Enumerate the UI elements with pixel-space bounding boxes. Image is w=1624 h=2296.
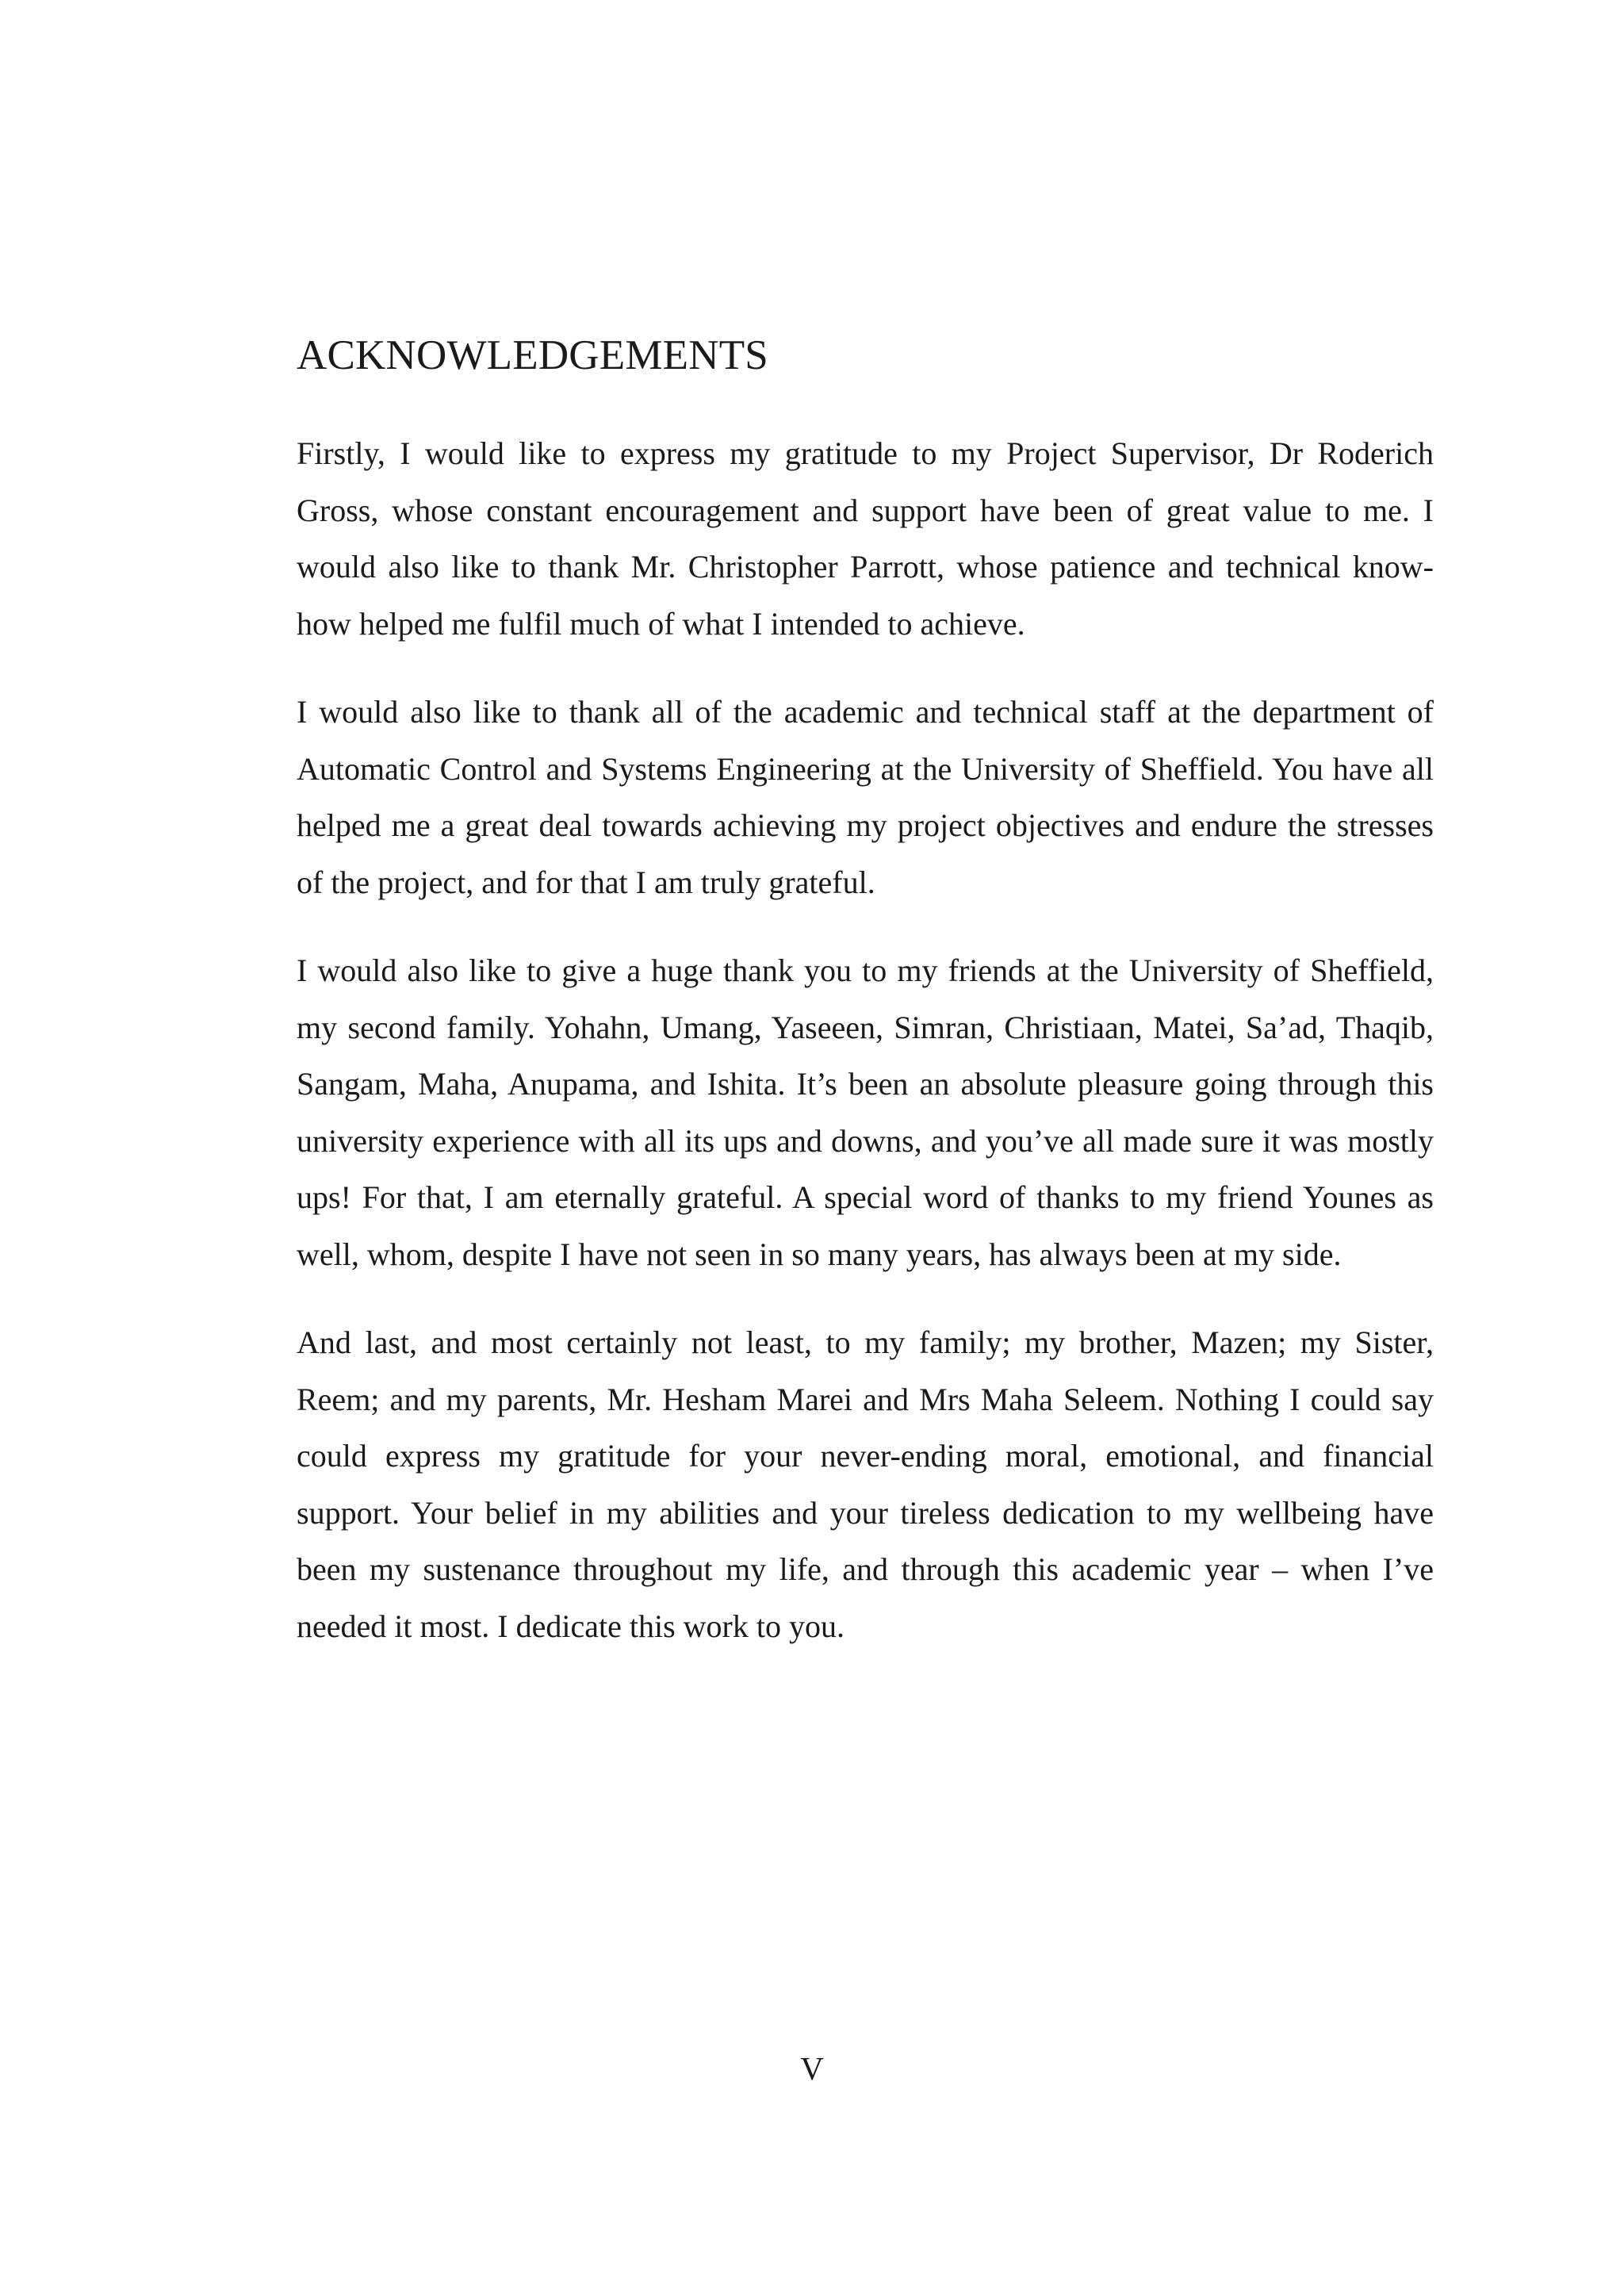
paragraph-friends: I would also like to give a huge thank you to my friends at the University of Sheffield, my second family. Yohahn, Umang, Yaseeen, Simran, Christiaan, Matei, Sa’ad, Thaqib, Sangam, Maha, Anupama, and Ishita. It’s been an absolute pleasure going through this university experience with all its ups and downs, and you’ve all made sure it was mostly ups! For that, I am eternally grateful. A special word of thanks to my friend Younes as well, whom, despite I have not seen in so many years, has always been at my side.	[297, 953, 1434, 1272]
paragraph-family: And last, and most certainly not least, to my family; my brother, Mazen; my Sister, Reem; and my parents, Mr. Hesham Marei and Mrs Maha Seleem. Nothing I could say could express my gratitude for your never-ending moral, emotional, and financial support. Your belief in my abilities and your tireless dedication to my wellbeing have been my sustenance throughout my life, and through this academic year – when I’ve needed it most. I dedicate this work to you.	[297, 1324, 1434, 1644]
paragraph-staff: I would also like to thank all of the academic and technical staff at the department of Automatic Control and Systems Engineering at the University of Sheffield. You have all helped me a great deal towards achieving my project objectives and endure the stresses of the project, and for that I am truly grateful.	[297, 694, 1434, 900]
page-heading: ACKNOWLEDGEMENTS	[297, 332, 768, 378]
page-number: V	[800, 2050, 824, 2087]
acknowledgements-body	[297, 425, 1434, 1686]
paragraph-supervisor: Firstly, I would like to express my gratitude to my Project Supervisor, Dr Roderich Gross, whose constant encouragement and support have been of great value to me. I would also like to thank Mr. Christopher Parrott, whose patience and technical know-how helped me fulfil much of what I intended to achieve.	[297, 435, 1434, 642]
